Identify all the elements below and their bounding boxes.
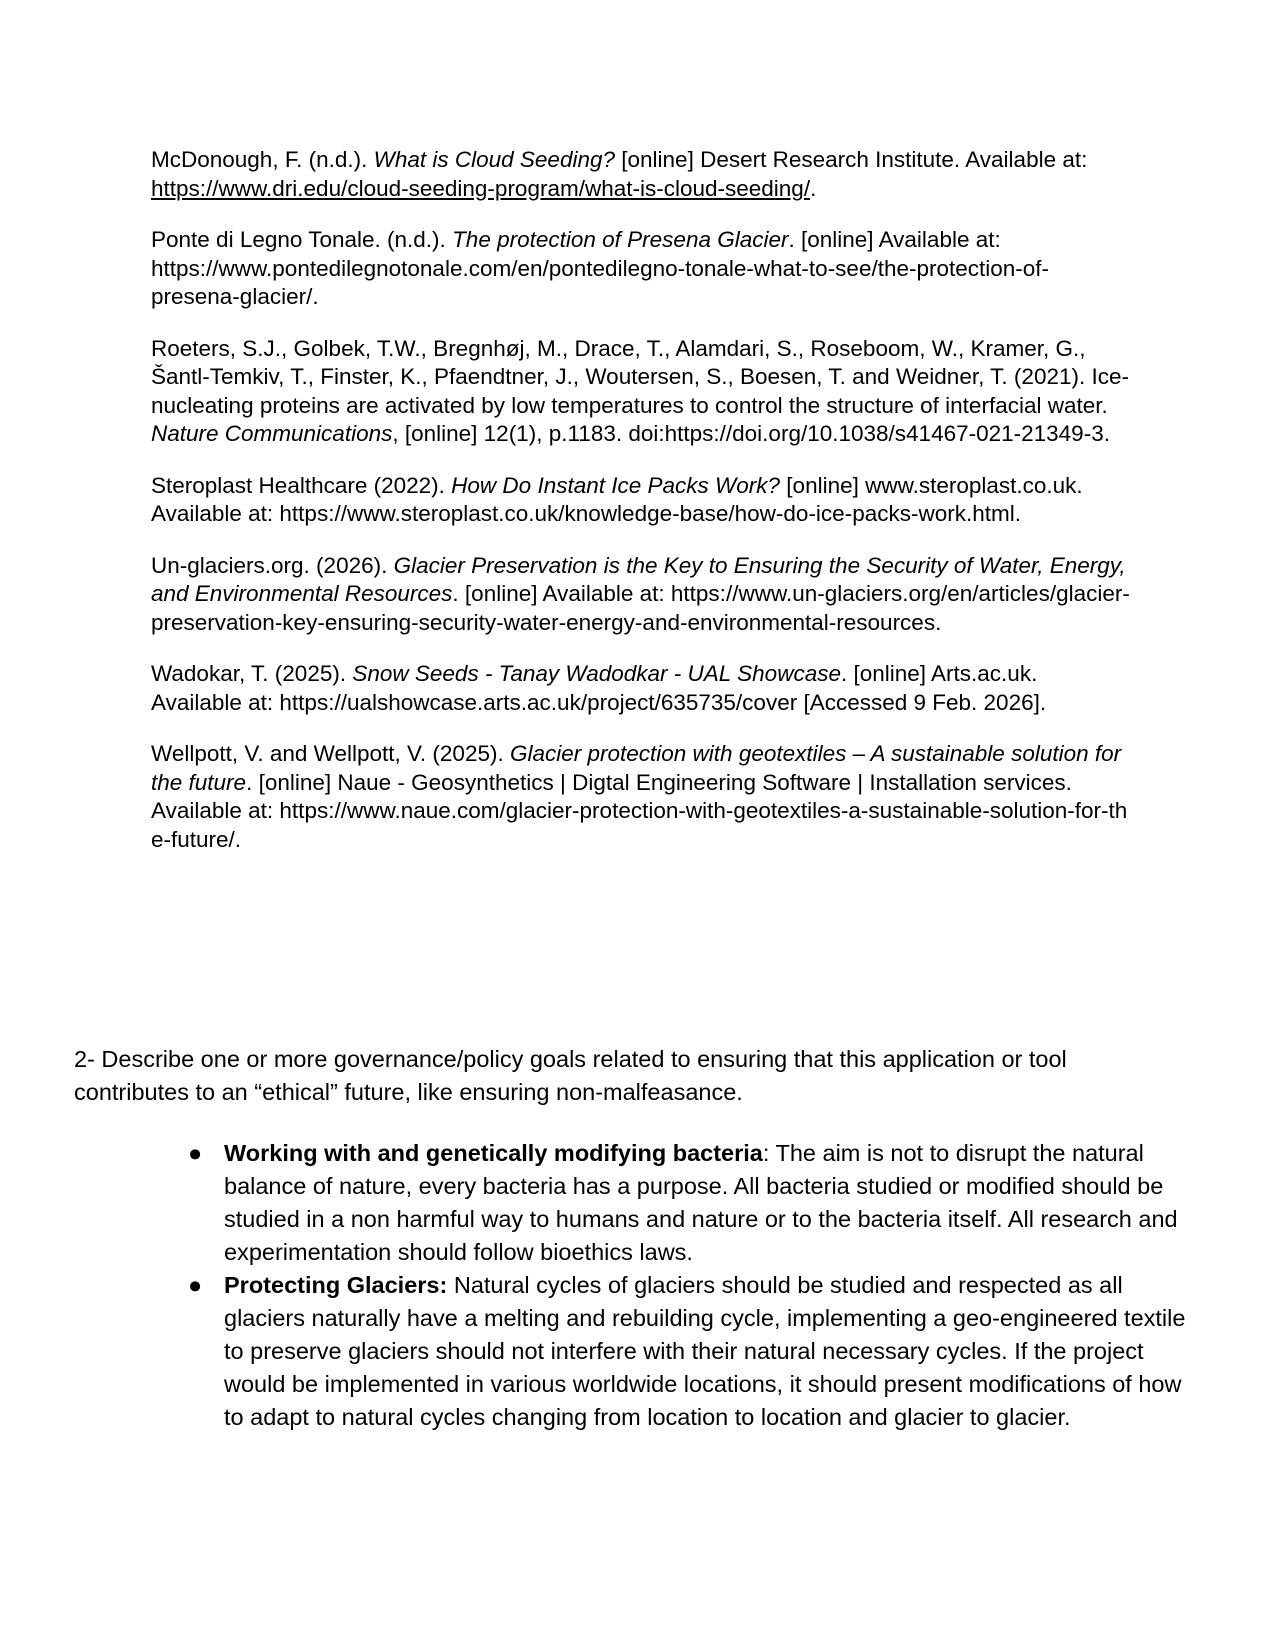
- reference-title: What is Cloud Seeding?: [373, 147, 616, 172]
- reference-authors: Ponte di Legno Tonale. (n.d.).: [151, 227, 453, 252]
- reference-title: How Do Instant Ice Packs Work?: [451, 472, 781, 498]
- reference-entry: [151, 740, 1131, 854]
- goal-text: : The aim is not to disrupt the natural balance of nature, every bacteria has a purpose. All bacteria studied or modified should be studied in a non harmful way to humans and nature or to the bacteria itself. All research and experimentation should follow bioethics laws.: [224, 1140, 1178, 1265]
- goal-heading: Protecting Glaciers:: [224, 1272, 448, 1298]
- reference-url: https://www.naue.com/glacier-protection-with-geotextiles-a-sustainable-solution-for-the-future/.: [151, 798, 1128, 852]
- list-item: [176, 1269, 1201, 1434]
- reference-details: . [online] Arts.ac.uk. Available at: https://ualshowcase.arts.ac.uk/project/635735/cover [Accessed 9 Feb. 2026].: [151, 661, 1047, 715]
- reference-entry: [151, 146, 1131, 203]
- reference-entry: [151, 472, 1131, 529]
- reference-entry: [151, 226, 1131, 312]
- reference-authors: Wellpott, V. and Wellpott, V. (2025).: [151, 741, 510, 766]
- reference-details: . [online] Available at: https://www.pontedilegnotonale.com/en/pontedilegno-tonale-what-to-see/the-protection-of-presena-glacier/.: [151, 227, 1050, 309]
- bullet-icon: ●: [188, 1272, 203, 1298]
- reference-authors: Steroplast Healthcare (2022).: [151, 472, 452, 498]
- reference-title: The protection of Presena Glacier: [452, 227, 789, 252]
- reference-list: [151, 146, 1131, 877]
- bullet-icon: ●: [188, 1140, 203, 1166]
- reference-title: Glacier Preservation is the Key to Ensuring the Security of Water, Energy, and Environmental Resources: [151, 552, 1126, 606]
- reference-authors: Wadokar, T. (2025).: [151, 661, 353, 686]
- reference-details: . [online] Naue - Geosynthetics | Digtal Engineering Software | Installation services. Available at:: [151, 769, 1072, 823]
- reference-authors: McDonough, F. (n.d.).: [151, 147, 374, 172]
- reference-details: . [online] Available at: https://www.un-glaciers.org/en/articles/glacier-preservation-key-ensuring-security-water-energy-and-environmental-resources.: [151, 581, 1130, 635]
- policy-goals-list: [176, 1137, 1201, 1434]
- reference-authors: Un-glaciers.org. (2026).: [151, 552, 394, 578]
- reference-details: [online] www.steroplast.co.uk. Available at: https://www.steroplast.co.uk/knowledge-base/how-do-ice-packs-work.html.: [151, 472, 1083, 526]
- reference-entry: [151, 552, 1131, 638]
- list-item: [176, 1137, 1201, 1269]
- reference-tail: .: [810, 175, 817, 201]
- question-text: 2- Describe one or more governance/policy goals related to ensuring that this application or tool contributes to an “ethical” future, like ensuring non-malfeasance.: [74, 1046, 1067, 1105]
- reference-entry: [151, 335, 1131, 449]
- goal-text: Natural cycles of glaciers should be studied and respected as all glaciers naturally have a melting and rebuilding cycle, implementing a geo-engineered textile to preserve glaciers should not interfere with their natural necessary cycles. If the project would be implemented in various worldwide locations, it should present modifications of how to adapt to natural cycles changing from location to location and glacier to glacier.: [224, 1272, 1186, 1430]
- reference-title: Glacier protection with geotextiles – A sustainable solution for the future: [151, 741, 1122, 795]
- reference-link[interactable]: https://www.dri.edu/cloud-seeding-program/what-is-cloud-seeding/: [151, 175, 811, 201]
- reference-title: Nature Communications: [151, 421, 393, 446]
- goal-heading: Working with and genetically modifying bacteria: [224, 1140, 763, 1166]
- reference-title: Snow Seeds - Tanay Wadodkar - UAL Showcase: [352, 661, 841, 686]
- reference-authors: Roeters, S.J., Golbek, T.W., Bregnhøj, M., Drace, T., Alamdari, S., Roseboom, W., Kramer, G., Šantl-Temkiv, T., Finster, K., Pfaendtner, J., Woutersen, S., Boesen, T. and Weidner, T. (2021). Ice-nucleating proteins are activated by low temperatures to control the structure of interfacial water.: [151, 335, 1129, 418]
- reference-entry: [151, 660, 1131, 717]
- reference-details: , [online] 12(1), p.1183. doi:https://doi.org/10.1038/s41467-021-21349-3.: [392, 421, 1110, 446]
- reference-details: [online] Desert Research Institute. Available at:: [615, 147, 1088, 172]
